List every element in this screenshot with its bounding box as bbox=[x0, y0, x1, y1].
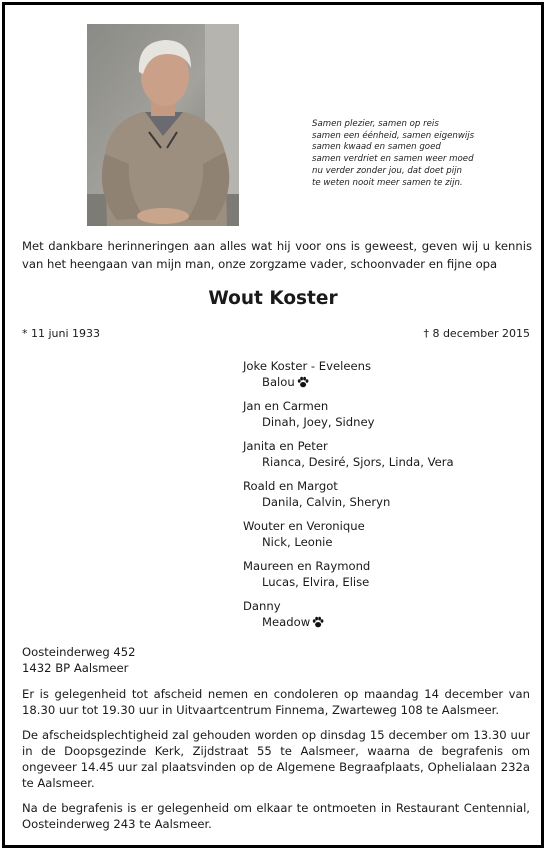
family-head: Joke Koster - Eveleens bbox=[243, 359, 371, 373]
family-group bbox=[243, 398, 454, 438]
family-members: Dinah, Joey, Sidney bbox=[262, 415, 375, 429]
family-head: Maureen en Raymond bbox=[243, 559, 371, 573]
poem-line: samen kwaad en samen goed bbox=[312, 142, 441, 153]
family-members-text: Meadow bbox=[262, 615, 311, 629]
family-group bbox=[243, 518, 454, 558]
poem-line: te weten nooit meer samen te zijn. bbox=[312, 177, 463, 188]
family-members-text: Balou bbox=[262, 375, 295, 389]
poem-line: samen een éénheid, samen eigenwijs bbox=[312, 130, 475, 141]
family-head: Janita en Peter bbox=[243, 439, 328, 453]
family-group bbox=[243, 358, 454, 398]
deceased-name: Wout Koster bbox=[208, 288, 338, 309]
family-members: Rianca, Desiré, Sjors, Linda, Vera bbox=[262, 455, 454, 469]
birth-date: * 11 juni 1933 bbox=[22, 327, 101, 340]
ceremony-paragraph: De afscheidsplechtigheid zal gehouden worden op dinsdag 15 december om 13.30 uur in de Doopsgezinde Kerk, Zijdstraat 55 te Aalsmeer, waarna de begrafenis om ongeveer 14.45 uur zal plaatsvinden op de Algemene Begraafplaats, Ophelialaan 232a te Aalsmeer. bbox=[22, 728, 530, 790]
family-group bbox=[243, 438, 454, 478]
family-members bbox=[243, 614, 454, 630]
portrait-photo-icon bbox=[87, 24, 239, 226]
family-list bbox=[243, 358, 454, 638]
family-group bbox=[243, 478, 454, 518]
address bbox=[22, 644, 136, 676]
family-members bbox=[243, 374, 454, 390]
family-group bbox=[243, 558, 454, 598]
family-head: Roald en Margot bbox=[243, 479, 338, 493]
portrait-photo bbox=[87, 24, 239, 226]
address-city: 1432 BP Aalsmeer bbox=[22, 661, 129, 675]
family-members: Lucas, Elvira, Elise bbox=[262, 575, 370, 589]
family-members: Danila, Calvin, Sheryn bbox=[262, 495, 391, 509]
reception-paragraph: Na de begrafenis is er gelegenheid om elkaar te ontmoeten in Restaurant Centennial, Oosteinderweg 243 te Aalsmeer. bbox=[22, 801, 530, 831]
poem-line: samen verdriet en samen weer moed bbox=[312, 154, 474, 165]
death-date: † 8 december 2015 bbox=[423, 327, 530, 340]
intro-text: Met dankbare herinneringen aan alles wat hij voor ons is geweest, geven wij u kennis van het heengaan van mijn man, onze zorgzame vader, schoonvader en fijne opa bbox=[22, 239, 532, 271]
family-head: Jan en Carmen bbox=[243, 399, 329, 413]
poem bbox=[312, 119, 474, 189]
address-street: Oosteinderweg 452 bbox=[22, 645, 136, 659]
family-head: Danny bbox=[243, 599, 281, 613]
family-head: Wouter en Veronique bbox=[243, 519, 365, 533]
family-members: Nick, Leonie bbox=[262, 535, 333, 549]
paw-print-icon bbox=[312, 616, 324, 632]
poem-line: Samen plezier, samen op reis bbox=[312, 119, 439, 129]
ceremony-details bbox=[22, 686, 530, 841]
condolence-paragraph: Er is gelegenheid tot afscheid nemen en condoleren op maandag 14 december van 18.30 uur tot 19.30 uur in Uitvaartcentrum Finnema, Zwarteweg 108 te Aalsmeer. bbox=[22, 687, 530, 717]
family-group bbox=[243, 598, 454, 638]
poem-line: nu verder zonder jou, dat doet pijn bbox=[312, 165, 462, 176]
paw-print-icon bbox=[297, 376, 309, 392]
